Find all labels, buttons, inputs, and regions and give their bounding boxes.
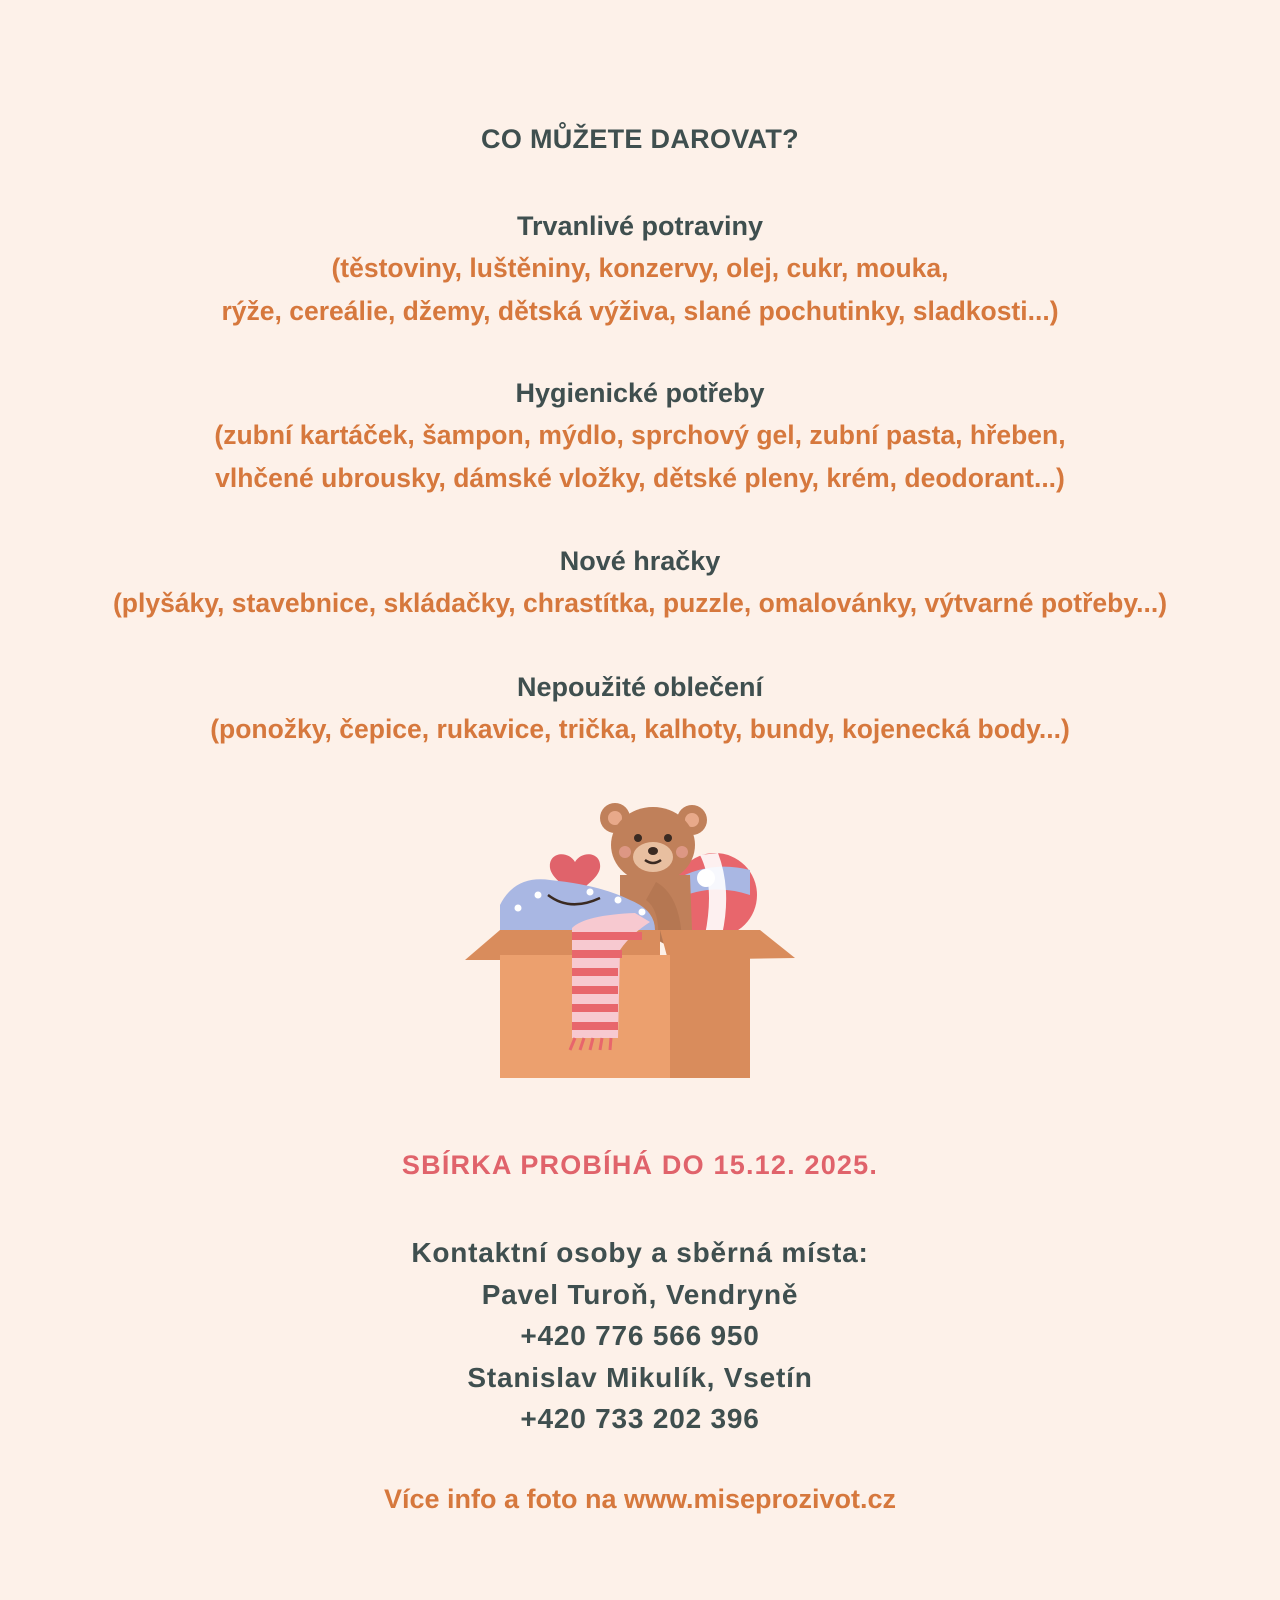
section-food bbox=[0, 205, 1280, 332]
section-items-line: (těstoviny, luštěniny, konzervy, olej, cukr, mouka, bbox=[331, 253, 949, 283]
section-title: Trvanlivé potraviny bbox=[516, 211, 764, 241]
contact-phone: +420 776 566 950 bbox=[520, 1320, 760, 1351]
section-hygiene bbox=[0, 372, 1280, 499]
more-info-link: Více info a foto na www.miseprozivot.cz bbox=[383, 1484, 897, 1514]
section-items-line: (zubní kartáček, šampon, mýdlo, sprchový gel, zubní pasta, hřeben, bbox=[214, 420, 1066, 450]
section-title: Hygienické potřeby bbox=[515, 378, 765, 408]
section-items-line: (plyšáky, stavebnice, skládačky, chrastítka, puzzle, omalovánky, výtvarné potřeby...) bbox=[112, 588, 1168, 618]
contact-name: Stanislav Mikulík, Vsetín bbox=[467, 1361, 813, 1393]
section-items-line: (ponožky, čepice, rukavice, trička, kalhoty, bundy, kojenecká body...) bbox=[210, 714, 1070, 744]
box-side bbox=[670, 955, 750, 1078]
section-title: Nepoužité oblečení bbox=[516, 672, 764, 702]
section-items-line: rýže, cereálie, džemy, dětská výživa, slané pochutinky, sladkosti...) bbox=[221, 295, 1059, 326]
contact-name: Pavel Turoň, Vendryně bbox=[481, 1278, 799, 1310]
section-toys bbox=[0, 540, 1280, 625]
section-clothes bbox=[0, 666, 1280, 751]
page-heading: CO MŮŽETE DAROVAT? bbox=[481, 124, 799, 154]
section-title: Nové hračky bbox=[559, 546, 721, 576]
section-items-line: vlhčené ubrousky, dámské vložky, dětské pleny, krém, deodorant...) bbox=[215, 462, 1065, 493]
contact-phone: +420 733 202 396 bbox=[520, 1403, 760, 1434]
collection-deadline: SBÍRKA PROBÍHÁ DO 15.12. 2025. bbox=[401, 1150, 879, 1180]
contacts-block bbox=[0, 1232, 1280, 1440]
contacts-title: Kontaktní osoby a sběrná místa: bbox=[411, 1237, 869, 1268]
teddy-bear-in-box-icon bbox=[460, 800, 820, 1100]
